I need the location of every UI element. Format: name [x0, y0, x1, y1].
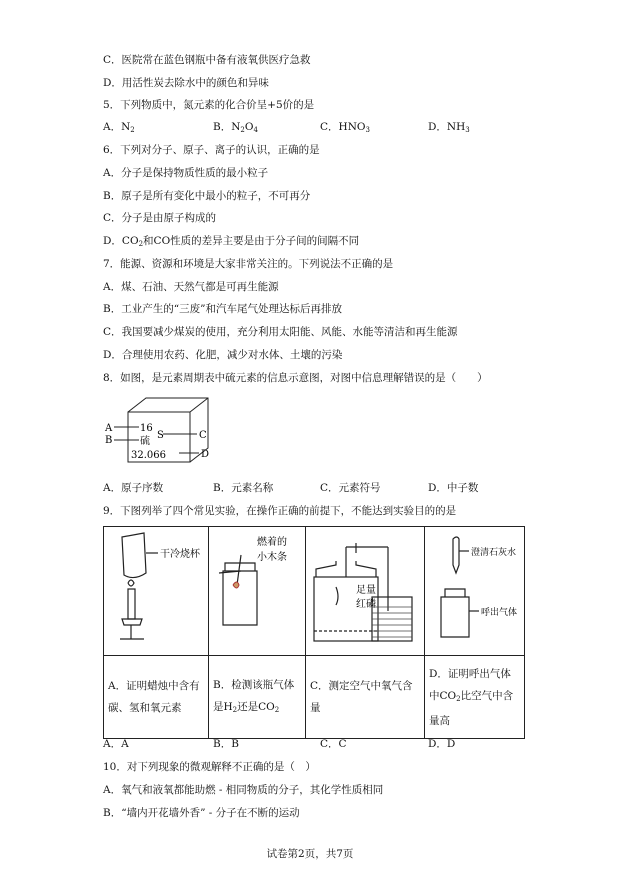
q7-option-c: C．我国要减少煤炭的使用，充分利用太阳能、风能、水能等清洁和再生能源	[103, 326, 458, 338]
label-d: D	[201, 449, 210, 460]
question-6: 6．下列对分子、原子、离子的认识，正确的是	[103, 144, 320, 156]
caption-a: A．证明蜡烛中含有碳、氢和氧元素	[104, 656, 209, 739]
question-9: 9．下图列举了四个常见实验，在操作正确的前提下，不能达到实验目的的是	[103, 505, 457, 517]
q10-option-a: A．氧气和液氧都能助燃 - 相同物质的分子，其化学性质相同	[103, 784, 384, 796]
caption-b: B．检测该瓶气体是$H_2$还是$CO_2$	[209, 656, 306, 739]
fig4-label-1: 澄清石灰水	[471, 548, 517, 558]
question-10: 10．对下列现象的微观解释不正确的是（ ）	[103, 761, 316, 773]
caption-c: C．测定空气中氧气含量	[306, 656, 425, 739]
q7-option-b: B．工业产生的“三废”和汽车尾气处理达标后再排放	[103, 303, 342, 315]
label-b: B	[105, 435, 113, 446]
q7-option-d: D．合理使用农药、化肥，减少对水体、土壤的污染	[103, 349, 343, 361]
experiment-d-figure	[425, 527, 525, 656]
question-7: 7．能源、资源和环境是大家非常关注的。下列说法不正确的是	[103, 258, 394, 270]
experiment-c-figure	[306, 527, 425, 656]
page-footer: 试卷第2页，共7页	[266, 848, 354, 860]
q6-option-b: B．原子是所有变化中最小的粒子，不可再分	[103, 190, 311, 202]
q9-option-b: B．B	[213, 738, 239, 750]
fig2-label-1: 燃着的	[257, 537, 287, 548]
label-c: C	[199, 430, 207, 441]
experiments-table	[103, 526, 525, 739]
q5-option-a: A．$N_2$	[103, 121, 135, 134]
q6-option-c: C．分子是由原子构成的	[103, 212, 217, 224]
q5-option-c: C．$HNO_3$	[320, 121, 370, 134]
q9-option-c: C．C	[320, 738, 347, 750]
q8-option-a: A．原子序数	[103, 482, 164, 494]
q7-option-a: A．煤、石油、天然气都是可再生能源	[103, 281, 279, 293]
q4-option-c: C．医院常在蓝色钢瓶中备有液氧供医疗急救	[103, 54, 311, 66]
fig3-label-1: 足量	[356, 585, 376, 596]
question-5: 5．下列物质中，氮元素的化合价呈+5价的是	[103, 99, 315, 111]
label-a: A	[105, 423, 113, 434]
q8-option-c: C．元素符号	[320, 482, 381, 494]
fig4-label-2: 呼出气体	[481, 608, 518, 618]
q10-option-b: B．“墙内开花墙外香” - 分子在不断的运动	[103, 807, 300, 819]
sulfur-element-figure	[103, 394, 223, 466]
element-symbol: S	[157, 430, 164, 441]
q9-option-a: A．A	[103, 738, 129, 750]
element-name: 硫	[140, 436, 150, 447]
q5-option-d: D．$NH_3$	[428, 121, 470, 134]
q5-option-b: B．$N_2O_4$	[213, 121, 258, 134]
q4-option-d: D．用活性炭去除水中的颜色和异味	[103, 77, 269, 89]
question-8: 8．如图，是元素周期表中硫元素的信息示意图，对图中信息理解错误的是（ ）	[103, 372, 488, 384]
q8-option-b: B．元素名称	[213, 482, 274, 494]
atomic-mass: 32.066	[131, 450, 166, 461]
fig2-label-2: 小木条	[257, 552, 287, 563]
fig3-label-2: 红磷	[356, 599, 376, 610]
fig1-label: 干冷烧杯	[160, 549, 200, 560]
experiment-a-figure	[104, 527, 209, 656]
q9-option-d: D．D	[428, 738, 456, 750]
atomic-number: 16	[140, 423, 153, 434]
q6-option-a: A．分子是保持物质性质的最小粒子	[103, 167, 269, 179]
caption-d: D．证明呼出气体中$CO_2$比空气中含量高	[425, 656, 525, 739]
q8-option-d: D．中子数	[428, 482, 479, 494]
q6-option-d: D．$CO_2$和CO性质的差异主要是由于分子间的间隔不同	[103, 235, 360, 248]
experiment-b-figure	[209, 527, 306, 656]
